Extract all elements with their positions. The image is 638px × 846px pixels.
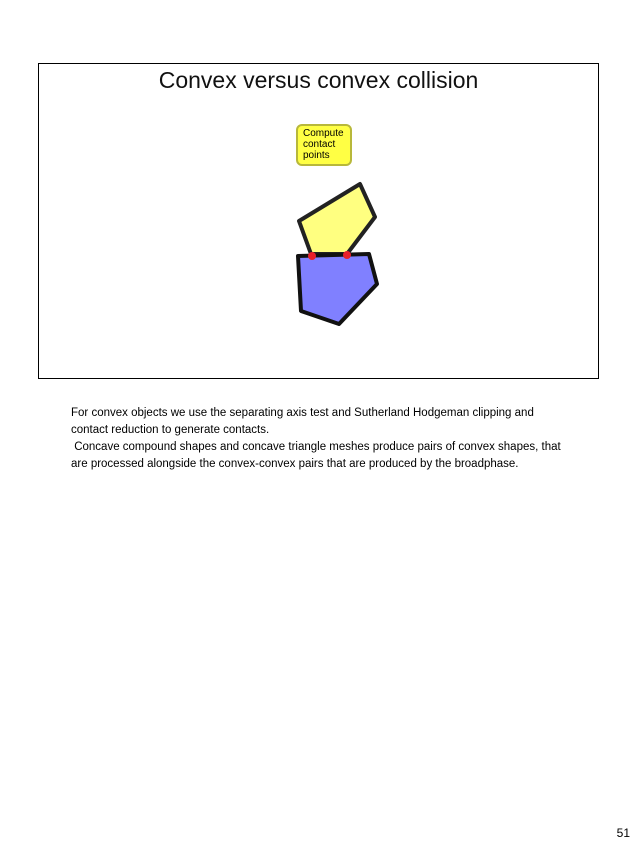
callout-line-2: contact <box>303 139 336 150</box>
notes-paragraph-2: Concave compound shapes and concave triangle meshes produce pairs of convex shapes, that are processed alongside the convex-convex pairs that are produced by the broadphase. <box>71 441 564 470</box>
upper-convex-shape <box>299 184 375 254</box>
page-number: 51 <box>616 826 630 840</box>
contact-point-left <box>308 252 316 260</box>
compute-contact-points-callout <box>296 124 352 166</box>
slide-frame <box>38 63 599 379</box>
notes-paragraph-1: For convex objects we use the separating axis test and Sutherland Hodgeman clipping and contact reduction to generate contacts. <box>71 407 538 436</box>
callout-line-1: Compute <box>303 128 344 139</box>
lower-convex-shape <box>298 254 377 324</box>
collision-diagram <box>39 64 600 380</box>
speaker-notes <box>71 405 571 473</box>
slide-title: Convex versus convex collision <box>158 67 479 93</box>
contact-point-right <box>343 251 351 259</box>
callout-line-3: points <box>303 150 330 161</box>
